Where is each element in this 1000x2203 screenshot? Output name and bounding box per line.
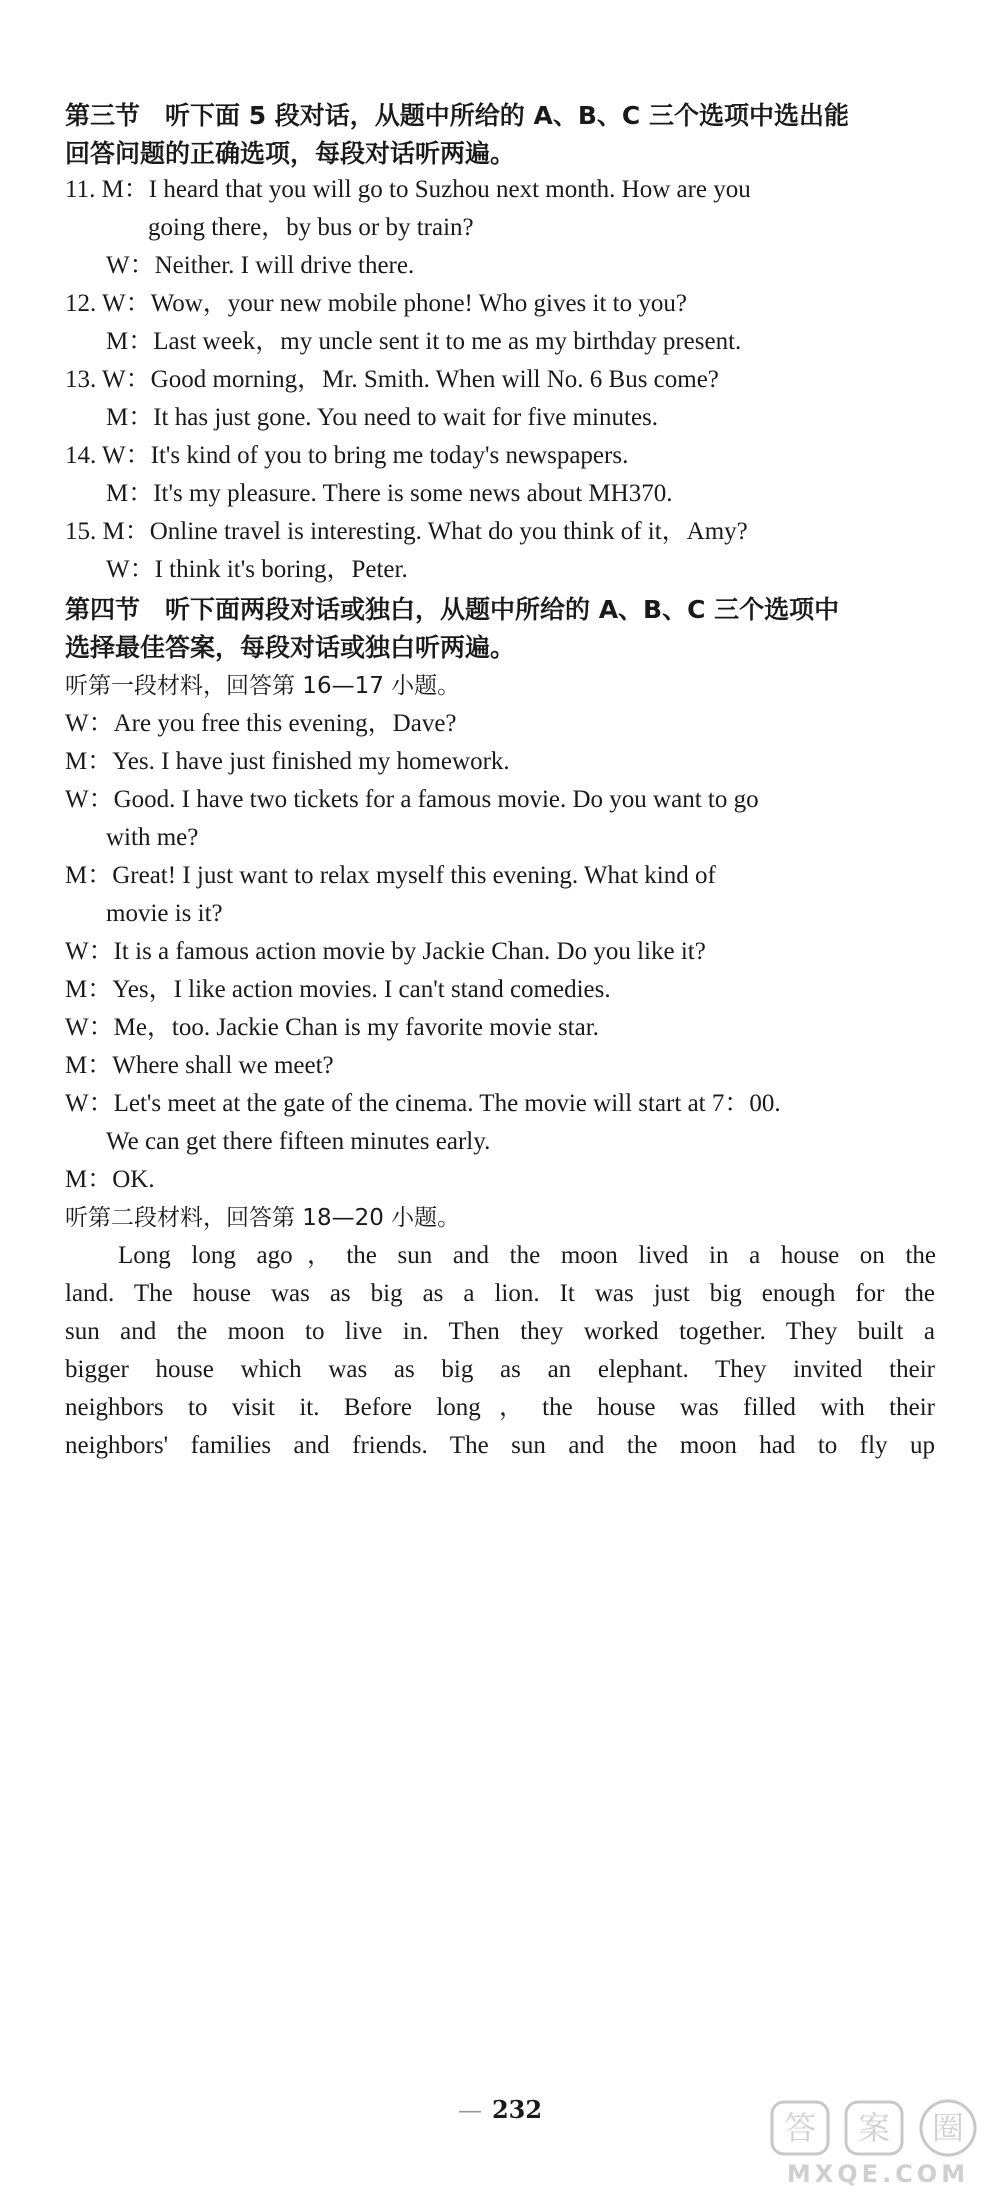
dialogue-15-line2: W：I think it's boring，Peter. — [106, 556, 408, 583]
material2-intro: 听第二段材料，回答第 18—20 小题。 — [65, 1205, 461, 1231]
section4-title-line2: 选择最佳答案，每段对话或独白听两遍。 — [65, 633, 516, 662]
dialogue-14-line2: M：It's my pleasure. There is some news about MH370. — [106, 480, 673, 507]
dialogue-11-line2: going there，by bus or by train? — [148, 214, 474, 241]
material1-line: movie is it? — [106, 900, 223, 927]
material1-line: W：Me，too. Jackie Chan is my favorite movie star. — [65, 1014, 599, 1041]
dialogue-13-line2: M：It has just gone. You need to wait for five minutes. — [106, 404, 659, 431]
dialogue-12-line2: M：Last week，my uncle sent it to me as my birthday present. — [106, 328, 742, 355]
dialogue-14-line1: 14. W：It's kind of you to bring me today's newspapers. — [65, 442, 629, 469]
material1-line: W：Good. I have two tickets for a famous movie. Do you want to go — [65, 786, 759, 813]
watermark-logo-icon — [766, 2096, 986, 2191]
material1-line: M：OK. — [65, 1166, 155, 1193]
material1-intro: 听第一段材料，回答第 16—17 小题。 — [65, 673, 461, 699]
svg-text:MXQE.COM: MXQE.COM — [786, 2160, 970, 2188]
material1-line: M：Great! I just want to relax myself this evening. What kind of — [65, 862, 716, 889]
material2-line: neighbors to visit it. Before long，the house was filled with their — [65, 1394, 935, 1421]
svg-text:案: 案 — [857, 2109, 891, 2147]
dialogue-15-line1: 15. M：Online travel is interesting. What do you think of it，Amy? — [65, 518, 748, 545]
material1-line: M：Yes，I like action movies. I can't stand comedies. — [65, 976, 611, 1003]
page-number-value: 232 — [491, 2095, 543, 2124]
material1-line: M：Where shall we meet? — [65, 1052, 334, 1079]
material2-line: sun and the moon to live in. Then they worked together. They built a — [65, 1318, 935, 1345]
material1-line: W：Let's meet at the gate of the cinema. The movie will start at 7：00. — [65, 1090, 781, 1117]
svg-text:圈: 圈 — [931, 2109, 965, 2147]
material2-line: bigger house which was as big as an elephant. They invited their — [65, 1356, 935, 1383]
material2-line: Long long ago，the sun and the moon lived in a house on the — [118, 1242, 936, 1269]
svg-text:答: 答 — [783, 2109, 817, 2147]
page-number-dash: — — [457, 2096, 482, 2124]
material1-line: with me? — [106, 824, 199, 851]
material1-line: M：Yes. I have just finished my homework. — [65, 748, 510, 775]
dialogue-13-line1: 13. W：Good morning，Mr. Smith. When will No. 6 Bus come? — [65, 366, 719, 393]
dialogue-11-line3: W：Neither. I will drive there. — [106, 252, 415, 279]
section4-title-line1: 第四节 听下面两段对话或独白，从题中所给的 A、B、C 三个选项中 — [65, 595, 840, 624]
material2-line: neighbors' families and friends. The sun and the moon had to fly up — [65, 1432, 935, 1459]
material1-line: We can get there fifteen minutes early. — [106, 1128, 491, 1155]
section3-title-line2: 回答问题的正确选项，每段对话听两遍。 — [65, 139, 516, 168]
dialogue-11-line1: 11. M：I heard that you will go to Suzhou next month. How are you — [65, 176, 751, 203]
material1-line: W：Are you free this evening，Dave? — [65, 710, 457, 737]
section3-title-line1: 第三节 听下面 5 段对话，从题中所给的 A、B、C 三个选项中选出能 — [65, 101, 849, 130]
dialogue-12-line1: 12. W：Wow，your new mobile phone! Who gives it to you? — [65, 290, 687, 317]
material2-line: land. The house was as big as a lion. It was just big enough for the — [65, 1280, 935, 1307]
material1-line: W：It is a famous action movie by Jackie Chan. Do you like it? — [65, 938, 706, 965]
